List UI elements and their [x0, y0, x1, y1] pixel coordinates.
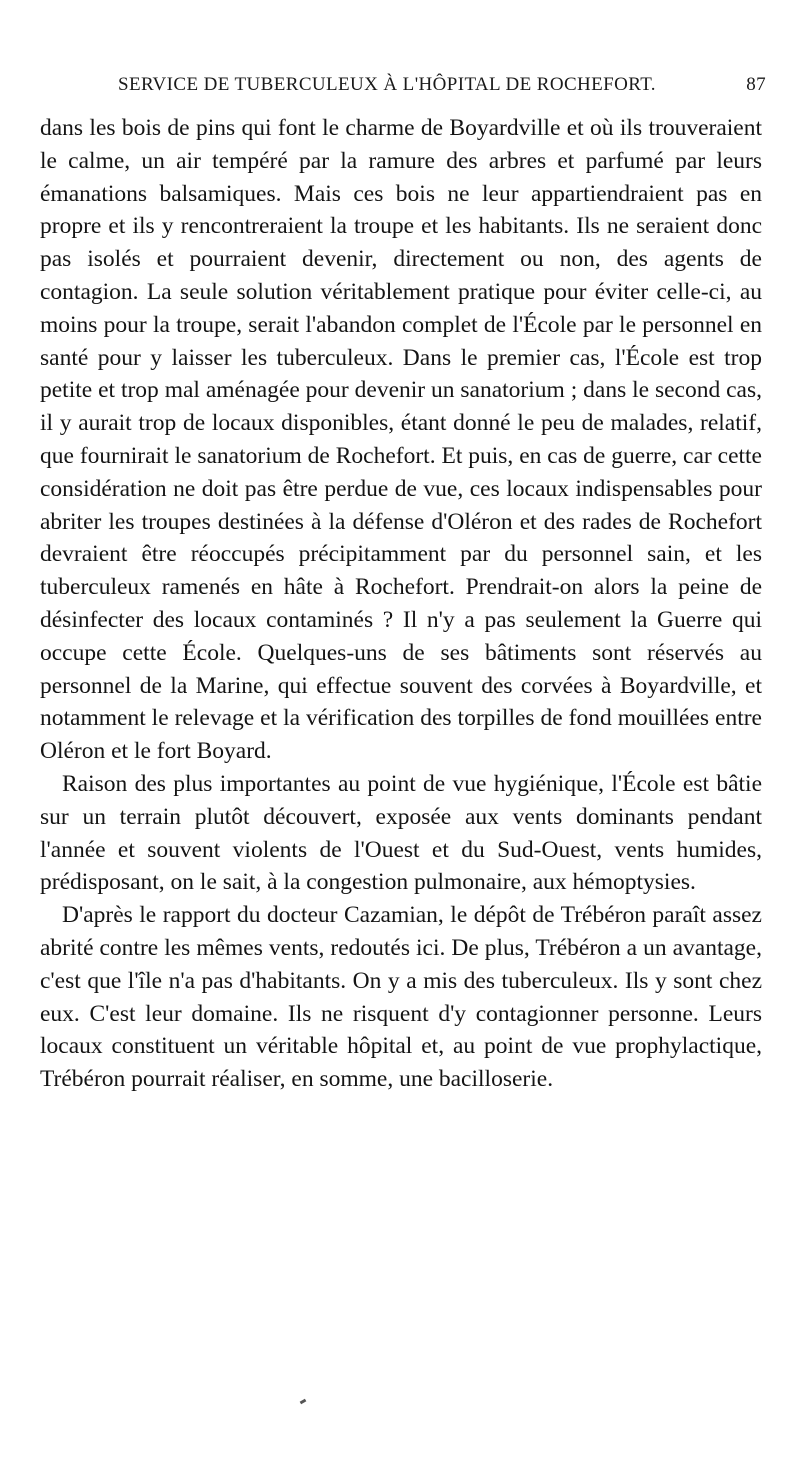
running-title: SERVICE DE TUBERCULEUX À L'HÔPITAL DE ROCHEFORT.: [118, 74, 656, 95]
page-number: 87: [746, 74, 766, 95]
paragraph-3: D'après le rapport du docteur Cazamian, le dépôt de Trébéron paraît assez abrité contre les mêmes vents, redoutés ici. De plus, Trébéron a un avantage, c'est que l'île n'a pas d'habitants. On y a mis des tuberculeux. Ils y sont chez eux. C'est leur domaine. Ils ne risquent d'y contagionner personne. Leurs locaux constituent un véritable hôpital et, au point de vue prophylactique, Trébéron pourrait réaliser, en somme, une bacilloserie.: [40, 902, 762, 1093]
running-header: [118, 74, 770, 104]
print-speck: [300, 1399, 307, 1405]
paragraph-1: dans les bois de pins qui font le charme de Boyardville et où ils trouveraient le calme, un air tempéré par la ramure des arbres et parfumé par leurs émanations balsamiques. Mais ces bois ne leur appartiendraient pas en propre et ils y rencontreraient la troupe et les habitants. Ils ne seraient donc pas isolés et pourraient devenir, directement ou non, des agents de contagion. La seule solution véritablement pratique pour éviter celle-ci, au moins pour la troupe, serait l'abandon complet de l'École par le personnel en santé pour y laisser les tuberculeux. Dans le premier cas, l'École est trop petite et trop mal aménagée pour devenir un sanatorium ; dans le second cas, il y aurait trop de locaux disponibles, étant donné le peu de malades, relatif, que fournirait le sanatorium de Rochefort. Et puis, en cas de guerre, car cette considération ne doit pas être perdue de vue, ces locaux indispensables pour abriter les troupes destinées à la défense d'Oléron et des rades de Rochefort devraient être réoccupés précipitamment par du personnel sain, et les tuberculeux ramenés en hâte à Rochefort. Prendrait-on alors la peine de désinfecter des locaux contaminés ? Il n'y a pas seulement la Guerre qui occupe cette École. Quelques-uns de ses bâtiments sont réservés au personnel de la Marine, qui effectue souvent des corvées à Boyardville, et notamment le relevage et la vérification des torpilles de fond mouillées entre Oléron et le fort Boyard.: [40, 115, 762, 765]
body-text: [40, 112, 762, 1096]
paragraph-2: Raison des plus importantes au point de vue hygiénique, l'École est bâtie sur un terrain plutôt découvert, exposée aux vents dominants pendant l'année et souvent violents de l'Ouest et du Sud-Ouest, vents humides, prédisposant, on le sait, à la congestion pulmonaire, aux hémoptysies.: [40, 770, 762, 896]
